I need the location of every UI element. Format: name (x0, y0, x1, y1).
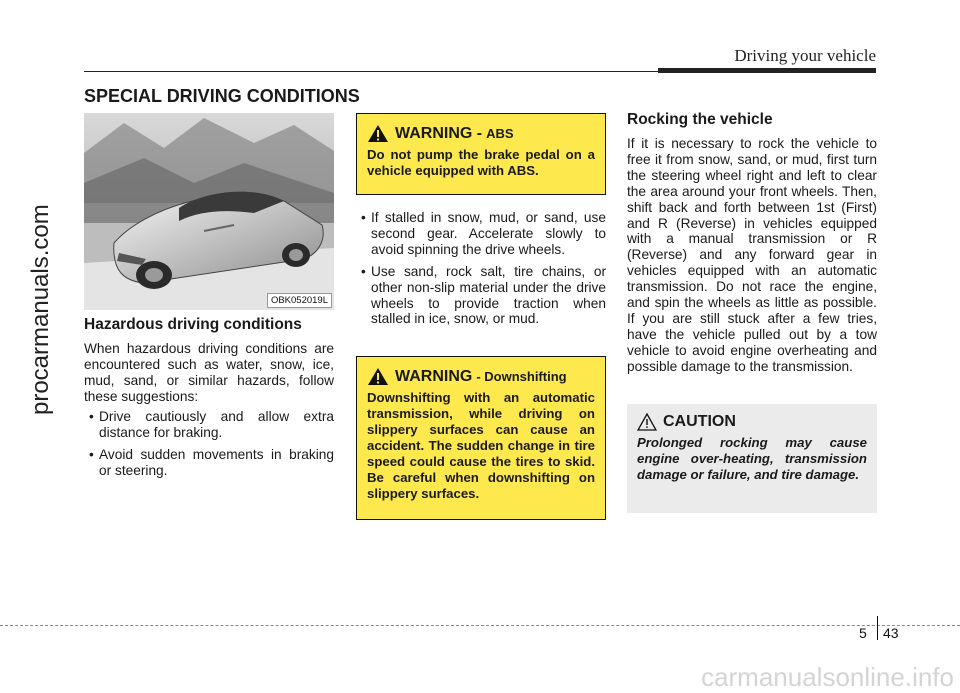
caution-box (627, 404, 877, 513)
hazardous-intro: When hazardous driving conditions are encountered such as water, snow, ice, mud, sand, or similar hazards, follow these suggestions: (84, 341, 334, 404)
caution-title-row (637, 413, 867, 431)
chapter-number: 5 (859, 625, 867, 641)
caution-title: CAUTION (663, 413, 736, 430)
page-number-divider (877, 616, 878, 640)
warning-word: WARNING - (395, 124, 483, 142)
chapter-header: Driving your vehicle (734, 46, 876, 65)
hazardous-list (84, 409, 334, 485)
warning-abs-body: Do not pump the brake pedal on a vehicle equipped with ABS. (367, 147, 595, 178)
footer-rule (0, 625, 960, 626)
rocking-body: If it is necessary to rock the vehicle to free it from snow, sand, or mud, first turn the steering wheel right and left to clear the area around your front wheels. Then, shift back and forth between 1st (First) and R (Reverse) in vehicles equipped with a manual transmission or R (Reverse) and any forward gear in vehicles equipped with an automatic transmission. Do not race the engine, and spin the wheels as little as possible. If you are still stuck after a few tries, have the vehicle pulled out by a tow vehicle to avoid engine overheating and possible damage to the transmission. (627, 136, 877, 374)
illustration-art (84, 113, 334, 310)
side-watermark: procarmanuals.com (27, 204, 54, 415)
warning-triangle-icon (367, 124, 389, 143)
warning-topic: ABS (486, 126, 514, 141)
page-number: 43 (883, 625, 899, 641)
warning-topic: - Downshifting (476, 369, 567, 384)
image-code: OBK052019L (267, 293, 332, 308)
car-in-snow-illustration (84, 113, 334, 310)
warning-downshift-body: Downshifting with an automatic transmission, while driving on slippery surfaces can cause an accident. The sudden change in tire speed could cause the tires to skid. Be careful when downshifting on slippery surfaces. (367, 390, 595, 501)
list-item: • If stalled in snow, mud, or sand, use second gear. Accelerate slowly to avoid spinning the drive wheels. (356, 210, 606, 258)
warning-downshift-title (367, 367, 595, 386)
warning-downshift-box (356, 356, 606, 520)
list-item: • Use sand, rock salt, tire chains, or other non-slip material under the drive wheels to provide traction when stalled in ice, snow, or mud. (356, 264, 606, 328)
stalled-list (356, 210, 606, 333)
caution-body: Prolonged rocking may cause engine over-heating, transmission damage or failure, and tire damage. (637, 435, 867, 482)
warning-abs-box (356, 113, 606, 195)
warning-triangle-icon (367, 367, 389, 386)
section-title: SPECIAL DRIVING CONDITIONS (84, 86, 360, 106)
hazardous-heading: Hazardous driving conditions (84, 316, 302, 333)
warning-word: WARNING (395, 367, 473, 385)
list-item: • Drive cautiously and allow extra distance for braking. (84, 409, 334, 441)
list-item: • Avoid sudden movements in braking or steering. (84, 447, 334, 479)
rocking-heading: Rocking the vehicle (627, 111, 773, 128)
caution-triangle-icon (637, 413, 657, 431)
header-rule-accent (658, 68, 876, 73)
bottom-watermark: carmanualsonline.info (701, 662, 954, 692)
warning-abs-title (367, 124, 595, 143)
